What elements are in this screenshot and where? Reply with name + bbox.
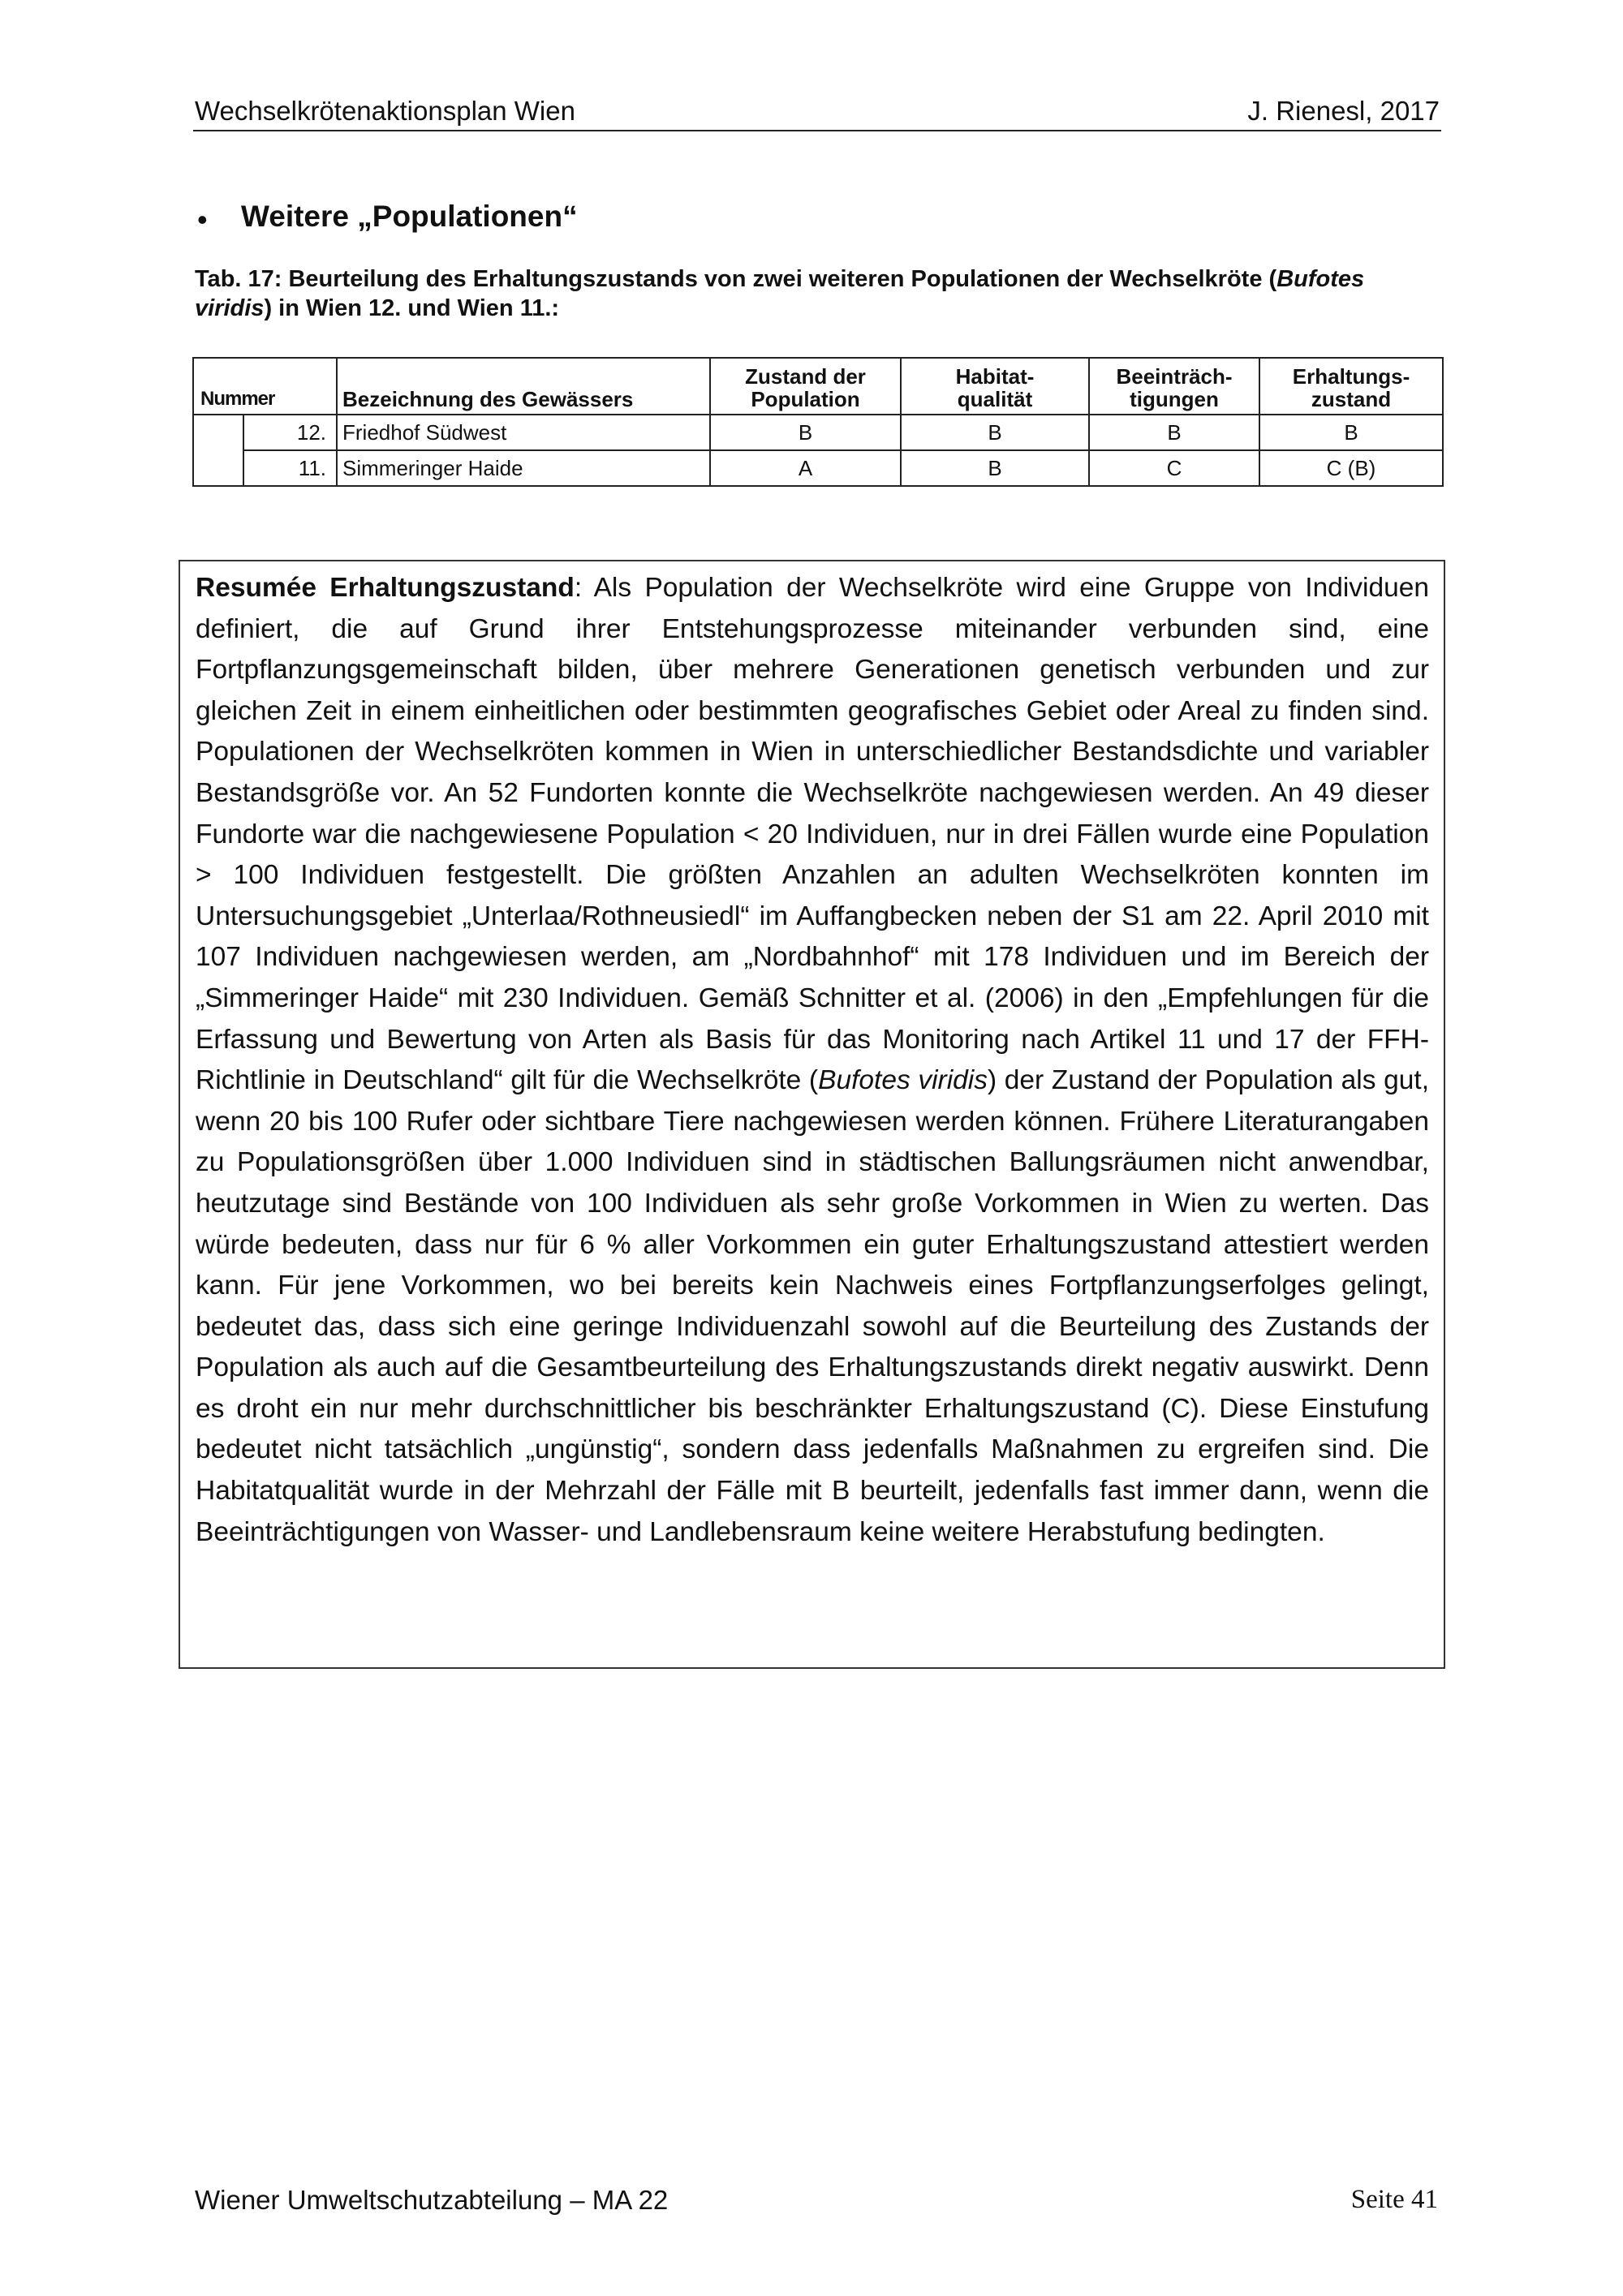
table-spacer-cell (193, 415, 243, 450)
header-document-title: Wechselkrötenaktionsplan Wien (195, 96, 575, 126)
header-divider (193, 130, 1441, 131)
header-zustand-line1: Zustand der (745, 364, 866, 389)
cell-beeintraechtigungen: B (1089, 415, 1259, 450)
caption-text-1: Tab. 17: Beurteilung des Erhaltungszustands von zwei weiteren Populationen der Wechselkröte ( (195, 266, 1277, 292)
header-author-year: J. Rienesl, 2017 (1247, 96, 1440, 126)
resume-box (179, 560, 1445, 1669)
resume-text-1: : Als Population der Wechselkröte wird eine Gruppe von Individuen definiert, die auf Grund ihrer Entstehungsprozesse miteinander verbunden sind, eine Fortpflanzungsgemeinschaft bilden, über mehrere Generationen genetisch verbunden und zur gleichen Zeit in einem einheitlichen oder bestimmten geografisches Gebiet oder Areal zu finden sind. Populationen der Wechselkröten kommen in Wien in unterschiedlicher Bestandsdichte und variabler Bestandsgröße vor. An 52 Fundorten konnte die Wechselkröte nachgewiesen werden. An 49 dieser Fundorte war die nachgewiesene Population < 20 Individuen, nur in drei Fällen wurde eine Population > 100 Individuen festgestellt. Die größten Anzahlen an adulten Wechselkröten konnten im Untersuchungsgebiet „Unterlaa/Rothneusiedl“ im Auffangbecken neben der S1 am 22. April 2010 mit 107 Individuen nachgewiesen werden, am „Nordbahnhof“ mit 178 Individuen und im Bereich der „Simmeringer Haide“ mit 230 Individuen. Gemäß Schnitter et al. (2006) in den „Empfehlungen für die Erfassung und Bewertung von Arten als Basis für das Monitoring nach Artikel 11 und 17 der FFH-Richtlinie in Deutschland“ gilt für die Wechselkröte ( (196, 573, 1429, 1096)
header-bezeichnung: Bezeichnung des Gewässers (337, 358, 710, 415)
cell-beeintraechtigungen: C (1089, 450, 1259, 486)
cell-erhaltungszustand: C (B) (1259, 450, 1443, 486)
header-erhaltungszustand (1259, 358, 1443, 415)
header-nummer: Nummer (193, 358, 337, 415)
table-header-row (193, 358, 1443, 415)
table-row (193, 415, 1443, 450)
cell-habitat: B (901, 415, 1089, 450)
header-habitat (901, 358, 1089, 415)
cell-zustand: A (710, 450, 901, 486)
cell-bezeichnung: Simmeringer Haide (337, 450, 710, 486)
section-title: Weitere „Populationen“ (241, 200, 578, 233)
cell-nummer: 12. (243, 415, 337, 450)
header-erhalt-line2: zustand (1311, 387, 1392, 411)
resume-species-name: Bufotes viridis (818, 1065, 988, 1096)
footer-page-number: Seite 41 (1350, 2185, 1438, 2214)
header-beeintraechtigungen (1089, 358, 1259, 415)
cell-habitat: B (901, 450, 1089, 486)
table-caption (195, 264, 1444, 323)
header-habitat-line2: qualität (957, 387, 1033, 411)
footer-department: Wiener Umweltschutzabteilung – MA 22 (195, 2185, 669, 2215)
caption-text-2: ) in Wien 12. und Wien 11.: (264, 295, 560, 321)
cell-zustand: B (710, 415, 901, 450)
cell-erhaltungszustand: B (1259, 415, 1443, 450)
cell-nummer: 11. (243, 450, 337, 486)
table-row (193, 450, 1443, 486)
header-zustand (710, 358, 901, 415)
population-assessment-table (192, 357, 1444, 487)
header-zustand-line2: Population (751, 387, 860, 411)
caption-species-name: Bufotes viridis (195, 266, 1365, 321)
bullet-icon: • (197, 203, 208, 236)
resume-paragraph (196, 568, 1429, 1553)
cell-bezeichnung: Friedhof Südwest (337, 415, 710, 450)
resume-lead: Resumée Erhaltungszustand (196, 573, 575, 603)
header-habitat-line1: Habitat- (955, 364, 1035, 389)
header-erhalt-line1: Erhaltungs- (1292, 364, 1410, 389)
header-beein-line1: Beeinträch- (1116, 364, 1233, 389)
resume-text-2: ) der Zustand der Population als gut, wenn 20 bis 100 Rufer oder sichtbare Tiere nachgewiesen werden können. Frühere Literaturangaben zu Populationsgrößen über 1.000 Individuen sind in städtischen Ballungsräumen nicht anwendbar, heutzutage sind Bestände von 100 Individuen als sehr große Vorkommen in Wien zu werten. Das würde bedeuten, dass nur für 6 % aller Vorkommen ein guter Erhaltungszustand attestiert werden kann. Für jene Vorkommen, wo bei bereits kein Nachweis eines Fortpflanzungserfolges gelingt, bedeutet das, dass sich eine geringe Individuenzahl sowohl auf die Beurteilung des Zustands der Population als auch auf die Gesamtbeurteilung des Erhaltungszustands direkt negativ auswirkt. Denn es droht ein nur mehr durchschnittlicher bis beschränkter Erhaltungszustand (C). Diese Einstufung bedeutet nicht tatsächlich „ungünstig“, sondern dass jedenfalls Maßnahmen zu ergreifen sind. Die Habitatqualität wurde in der Mehrzahl der Fälle mit B beurteilt, jedenfalls fast immer dann, wenn die Beeinträchtigungen von Wasser- und Landlebensraum keine weitere Herabstufung bedingten. (196, 1065, 1429, 1547)
table-spacer-cell (193, 450, 243, 486)
header-beein-line2: tigungen (1130, 387, 1219, 411)
